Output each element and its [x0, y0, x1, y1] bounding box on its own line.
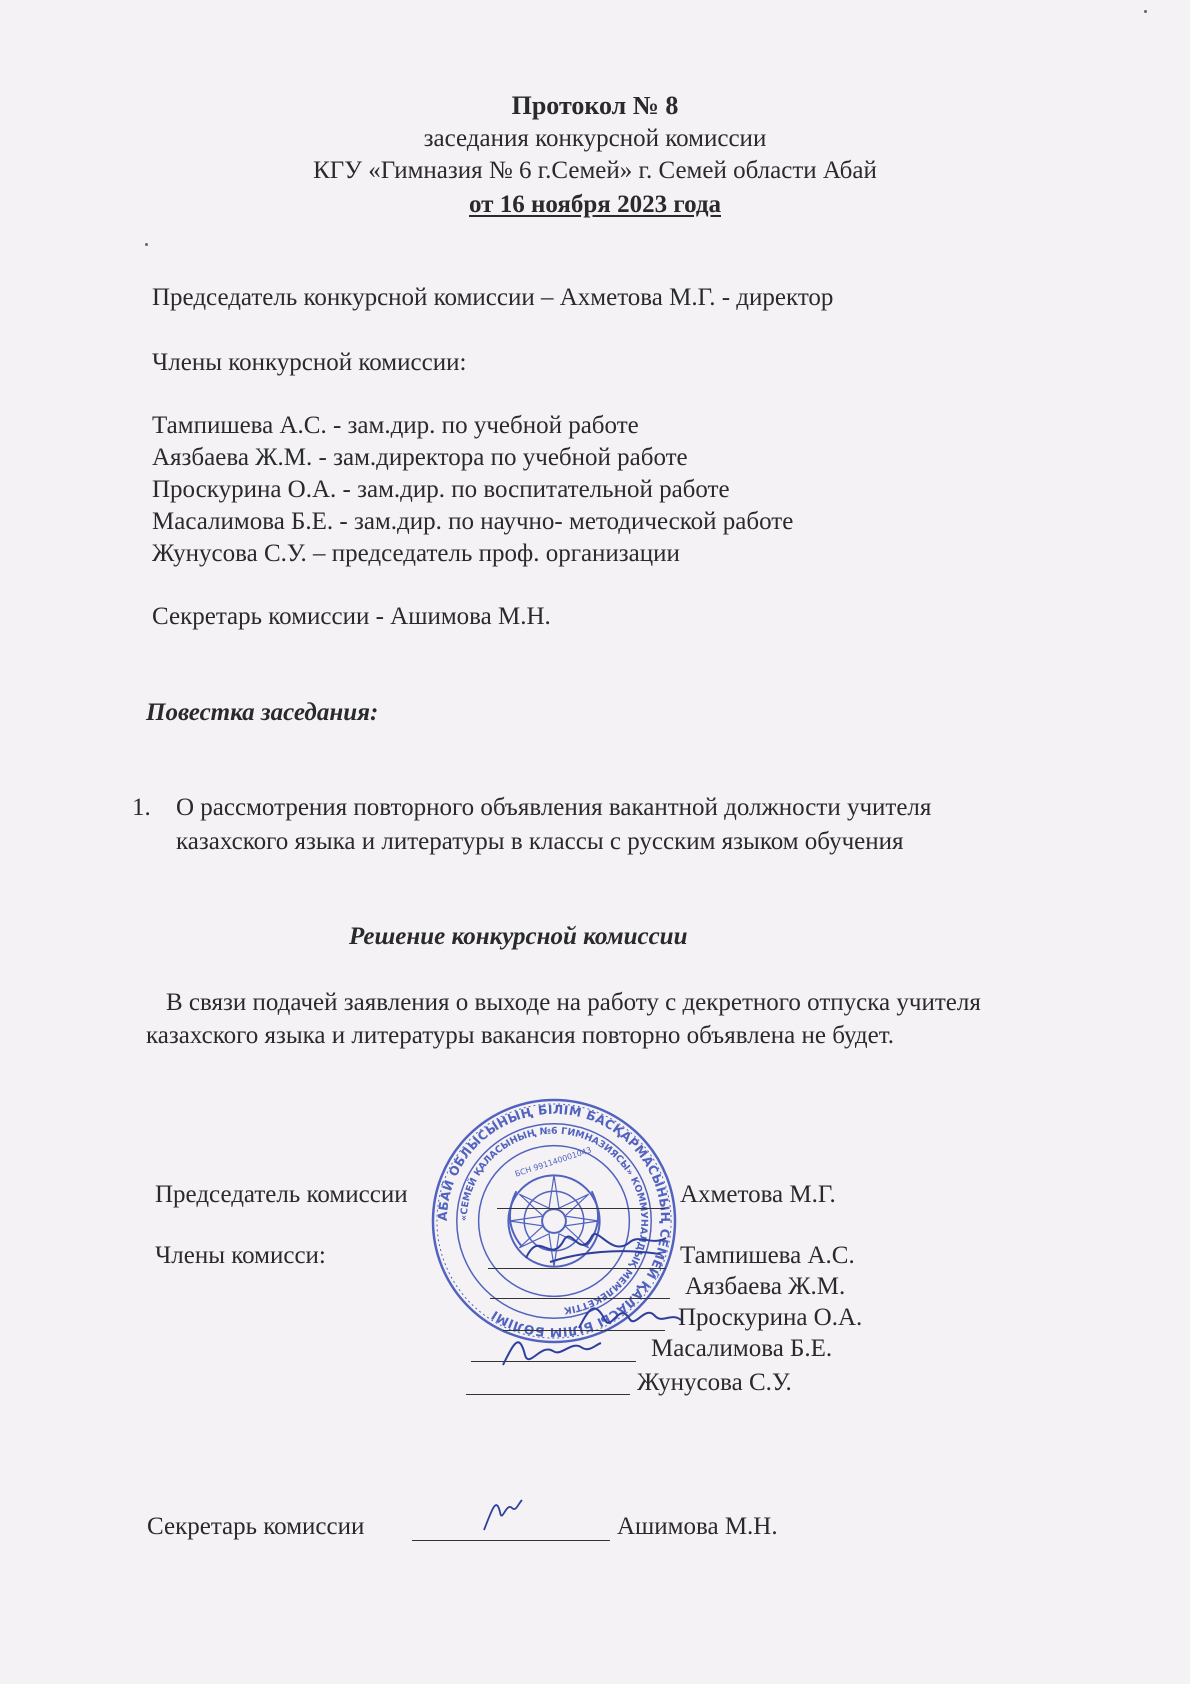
secretary-line: Секретарь комиссии - Ашимова М.Н.	[152, 603, 551, 630]
document-subtitle: заседания конкурсной комиссии	[423, 125, 767, 152]
member-signature-name: Жунусова С.У.	[637, 1369, 792, 1396]
handwritten-signature	[495, 1325, 605, 1375]
decision-text: В связи подачей заявления о выходе на работу с декретного отпуска учителя	[166, 989, 981, 1016]
member-line: Аязбаева Ж.М. - зам.директора по учебной работе	[152, 444, 688, 471]
decision-text: казахского языка и литературы вакансия повторно объявлена не будет.	[146, 1022, 894, 1049]
agenda-item-number: 1.	[132, 794, 151, 821]
signature-line	[412, 1540, 610, 1541]
members-signature-label: Члены комисси:	[155, 1242, 326, 1269]
agenda-item-text: О рассмотрения повторного объявления вакантной должности учителя	[176, 794, 932, 821]
member-line: Жунусова С.У. – председатель проф. организации	[152, 540, 680, 567]
handwritten-signature	[520, 1218, 670, 1278]
member-line: Тампишева А.С. - зам.дир. по учебной работе	[152, 412, 639, 439]
member-signature-name: Аязбаева Ж.М.	[685, 1273, 846, 1300]
organization-name: КГУ «Гимназия № 6 г.Семей» г. Семей области Абай	[313, 157, 877, 184]
member-line: Проскурина О.А. - зам.дир. по воспитательной работе	[152, 476, 730, 503]
agenda-item-text: казахского языка и литературы в классы с русским языком обучения	[176, 828, 904, 855]
seal-outer-text: АБАЙ ОБЛЫСЫНЫҢ БІЛІМ БАСҚАРМАСЫНЫҢ СЕМЕЙ ҚАЛАСЫ БІЛІМ БӨЛІМІ	[434, 1101, 674, 1341]
agenda-heading: Повестка заседания:	[146, 699, 379, 726]
member-signature-name: Тампишева А.С.	[680, 1242, 855, 1269]
document-title: Протокол № 8	[511, 91, 679, 120]
seal-inner-text: «СЕМЕЙ ҚАЛАСЫНЫҢ №6 ГИМНАЗИЯСЫ» КОММУНАЛДЫҚ МЕМЛЕКЕТТІК	[458, 1125, 650, 1316]
document-date: от 16 ноября 2023 года	[469, 191, 721, 218]
scan-speck	[1144, 10, 1147, 13]
chair-signature-label: Председатель комиссии	[155, 1181, 408, 1208]
member-signature-name: Масалимова Б.Е.	[651, 1335, 833, 1362]
scan-speck	[145, 243, 148, 246]
decision-heading: Решение конкурсной комиссии	[349, 923, 688, 950]
handwritten-signature	[478, 1490, 528, 1535]
signature-line	[497, 1208, 665, 1209]
signature-line	[466, 1394, 630, 1395]
members-heading: Члены конкурсной комиссии:	[152, 349, 467, 376]
member-signature-name: Проскурина О.А.	[678, 1304, 863, 1331]
secretary-signature-label: Секретарь комиссии	[147, 1513, 365, 1540]
seal-bin: БСН 991140001043	[513, 1145, 593, 1179]
member-line: Масалимова Б.Е. - зам.дир. по научно- методической работе	[152, 508, 794, 535]
chair-line: Председатель конкурсной комиссии – Ахметова М.Г. - директор	[152, 284, 834, 311]
secretary-signature-name: Ашимова М.Н.	[617, 1513, 778, 1540]
chair-signature-name: Ахметова М.Г.	[680, 1181, 836, 1208]
